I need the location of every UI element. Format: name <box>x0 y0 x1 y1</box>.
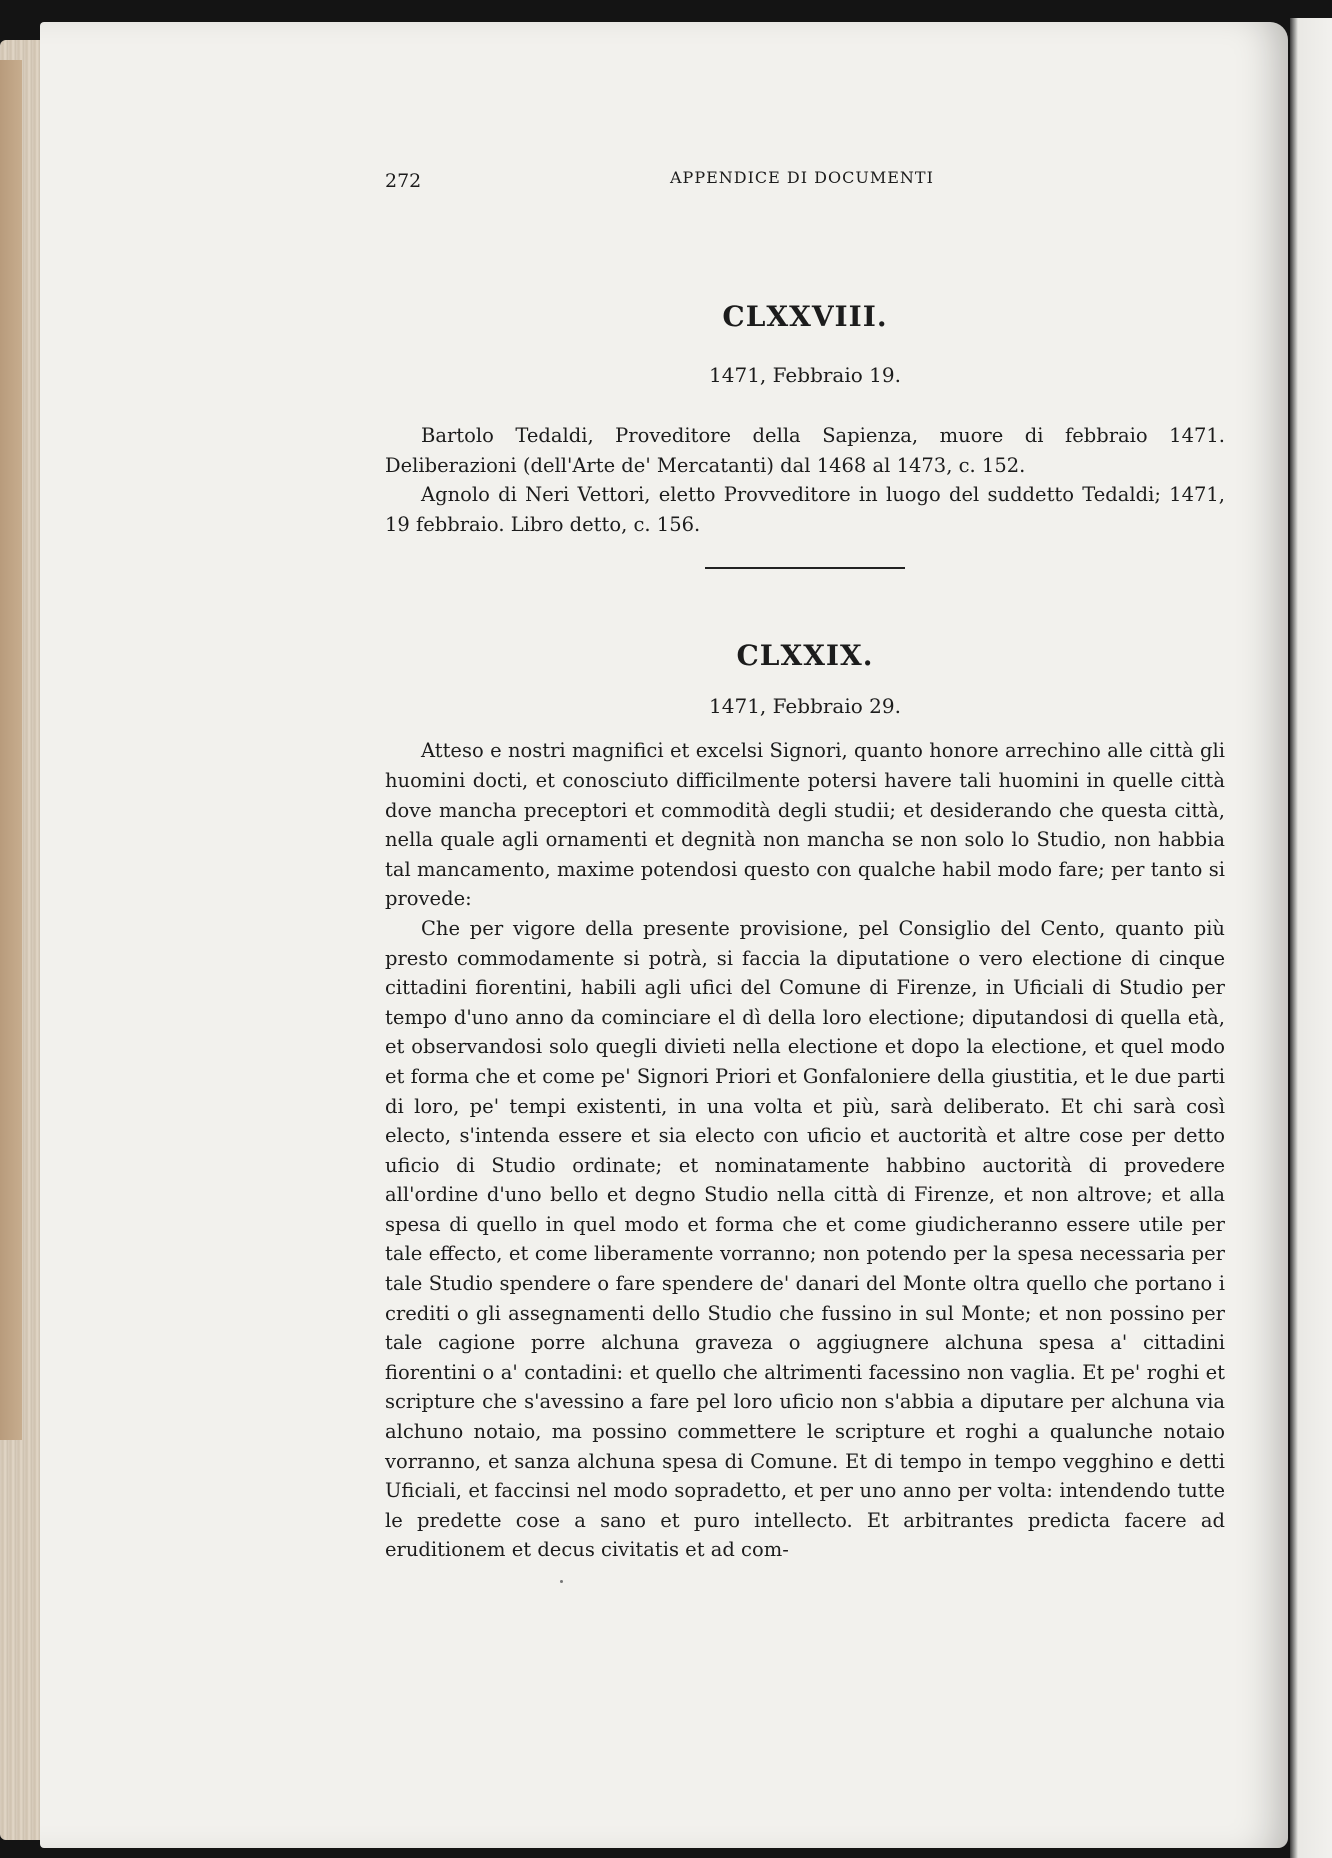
page-content <box>385 160 1225 1565</box>
page-number: 272 <box>385 170 422 192</box>
document-date: 1471, Febbraio 29. <box>709 694 901 719</box>
document-number: CLXXVIII. <box>722 300 888 333</box>
paragraph: Atteso e nostri magnifici et excelsi Signori, quanto honore arrechino alle città gli huomini docti, et conosciuto difficilmente potersi havere tali huomini in quelle città dove mancha preceptori et commodità degli studii; et desiderando che questa città, nella quale agli ornamenti et degnità non mancha se non solo lo Studio, non habbia tal mancamento, maxime potendosi questo con qualche habil modo fare; per tanto si provede: <box>385 739 1225 911</box>
document-clxxix <box>385 639 1225 1565</box>
paragraph: Bartolo Tedaldi, Proveditore della Sapienza, muore di febbraio 1471. Deliberazioni (dell'Arte de' Mercatanti) dal 1468 al 1473, c. 152. <box>385 424 1225 477</box>
paragraph: Che per vigore della presente provisione, pel Consiglio del Cento, quanto più presto commodamente si potrà, si faccia la diputatione o vero electione di cinque cittadini fiorentini, habili agli ufici del Comune di Firenze, in Uficiali di Studio per tempo d'uno anno da cominciare el dì della loro electione; diputandosi di quella età, et observandosi solo quegli divieti nella electione et dopo la electione, et quel modo et forma che et come pe' Signori Priori et Gonfaloniere della giustitia, et le due parti di loro, pe' tempi existenti, in una volta et più, sarà deliberato. Et chi sarà così electo, s'intenda essere et sia electo con uficio et auctorità et altre cose per detto uficio di Studio ordinate; et nominatamente habbino auctorità di provedere all'ordine d'uno bello et degno Studio nella città di Firenze, et non altrove; et alla spesa di quello in quel modo et forma che et come giudicheranno essere utile per tale effecto, et come liberamente vorranno; non potendo per la spesa necessaria per tale Studio spendere o fare spendere de' danari del Monte oltra quello che portano i crediti o gli assegnamenti dello Studio che fussino in sul Monte; et non possino per tale cagione porre alchuna graveza o aggiugnere alchuna spesa a' cittadini fiorentini o a' contadini: et quello che altrimenti facessino non vaglia. Et pe' roghi et scripture che s'avessino a fare pel loro uficio non s'abbia a diputare per alchuna via alchuno notaio, ma possino commettere le scripture et roghi a qualunche notaio vorranno, et sanza alchuna spesa di Comune. Et di tempo in tempo vegghino e detti Uficiali, et faccinsi nel modo sopradetto, et per uno anno per volta: intendendo tutte le predette cose a sano et puro intellecto. Et arbitrantes predicta facere ad eruditionem et decus civitatis et ad com- <box>385 916 1225 1562</box>
document-clxxviii <box>385 300 1225 569</box>
separator-rule <box>705 567 905 569</box>
running-head <box>385 160 1225 200</box>
document-number: CLXXIX. <box>736 639 874 673</box>
ink-speck <box>560 1580 563 1583</box>
binding-strip <box>0 60 22 1440</box>
running-title: APPENDICE DI DOCUMENTI <box>670 168 934 187</box>
facing-page-edge <box>1290 18 1332 1858</box>
document-date: 1471, Febbraio 19. <box>709 363 901 387</box>
paragraph: Agnolo di Neri Vettori, eletto Provveditore in luogo del suddetto Tedaldi; 1471, 19 febbraio. Libro detto, c. 156. <box>385 483 1225 536</box>
